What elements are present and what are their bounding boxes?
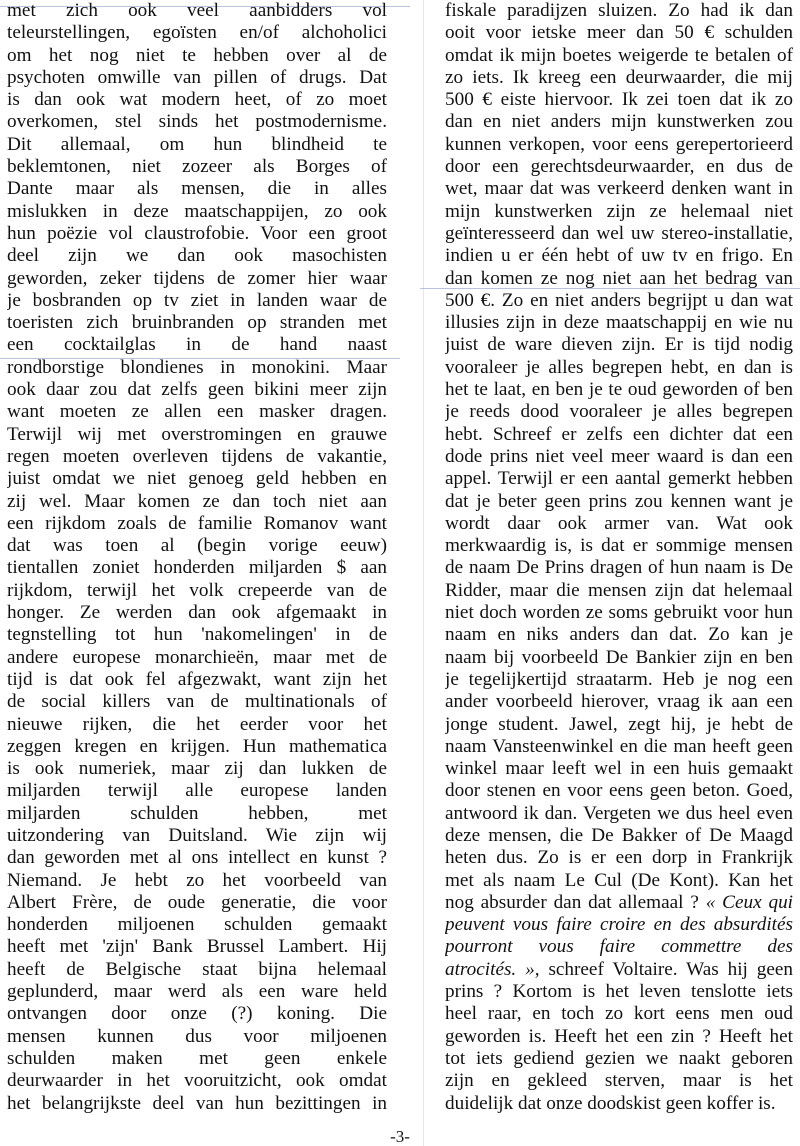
text-line: heel raar, en toch zo kort eens men oud <box>445 1003 793 1025</box>
text-line: regen moeten overleven tijdens de vakantie, <box>7 445 387 467</box>
text-line: geworden, zeker tijdens de zomer hier waar <box>7 267 387 289</box>
text-line <box>445 959 793 981</box>
voltaire-quote-line: pourront vous faire commettre des <box>445 936 793 958</box>
text-line: miljarden terwijl alle europese landen <box>7 780 387 802</box>
text-line: juist de ware dieven zijn. Er is tijd nodig <box>445 334 793 356</box>
text-line: niet doch worden ze soms gebruikt voor hun <box>445 602 793 624</box>
text-line: met zich ook veel aanbidders vol <box>7 0 387 21</box>
text-line: prins ? Kortom is het leven tenslotte iets <box>445 981 793 1003</box>
text-line: hun poëzie vol claustrofobie. Voor een groot <box>7 222 387 244</box>
voltaire-quote-part: atrocités. » <box>445 958 535 980</box>
text-line: tot iets gediend gezien we naakt geboren <box>445 1047 793 1069</box>
text-column-left <box>7 0 387 1115</box>
text-line: omdat ik mijn boetes weigerde te betalen of <box>445 44 793 66</box>
text-line: dat je beter geen prins zou kennen want je <box>445 490 793 512</box>
text-line: miljarden schulden hebben, met <box>7 802 387 824</box>
text-line: hebt. Schreef er zelfs een dichter dat een <box>445 423 793 445</box>
text-line: Ridder, maar die mensen zijn dat helemaal <box>445 579 793 601</box>
text-line: beklemtonen, niet zozeer als Borges of <box>7 156 387 178</box>
text-line: een cocktailglas in de hand naast <box>7 334 387 356</box>
text-line: indien u er één hebt of uw tv en frigo. En <box>445 245 793 267</box>
text-line: want moeten ze allen een masker dragen. <box>7 401 387 423</box>
text-line: dode prins niet veel meer waard is dan een <box>445 445 793 467</box>
text-line: antwoord ik dan. Vergeten we dus heel even <box>445 802 793 824</box>
text-line: ander voorbeeld hierover, vraag ik aan een <box>445 691 793 713</box>
text-line: rondborstige blondienes in monokini. Maar <box>7 356 387 378</box>
text-line: geworden is. Heeft het een zin ? Heeft het <box>445 1025 793 1047</box>
text-line: merkwaardig is, is dat er sommige mensen <box>445 535 793 557</box>
text-line: is dan ook wat modern heet, of zo moet <box>7 89 387 111</box>
text-line <box>445 892 793 914</box>
text-line: dan geworden met al ons intellect en kunst ? <box>7 847 387 869</box>
text-line: door stenen en voor eens geen beton. Goed, <box>445 780 793 802</box>
text-line: overkomen, stel sinds het postmodernisme. <box>7 111 387 133</box>
column-gutter-shadow <box>423 0 424 1146</box>
text-line: heeft met 'zijn' Bank Brussel Lambert. Hij <box>7 936 387 958</box>
text-line: je reeds dood vooraleer je alles begrepen <box>445 401 793 423</box>
page-number: -3- <box>390 1127 410 1146</box>
text-line: Terwijl wij met overstromingen en grauwe <box>7 423 387 445</box>
voltaire-quote-line: peuvent vous faire croire en des absurdités <box>445 914 793 936</box>
text-line: honderden miljoenen schulden gemaakt <box>7 914 387 936</box>
text-line: deel zijn we dan ook masochisten <box>7 245 387 267</box>
text-line: is ook numeriek, maar zij dan lukken de <box>7 758 387 780</box>
text-line: honger. Ze werden dan ook afgemaakt in <box>7 602 387 624</box>
text-line: mensen kunnen dus voor miljoenen <box>7 1025 387 1047</box>
text-line: zijn en gekleed sterven, maar is het <box>445 1070 793 1092</box>
text-line: door een gerechtsdeurwaarder, en dus de <box>445 156 793 178</box>
text-line: zij wel. Maar komen ze dan toch niet aan <box>7 490 387 512</box>
text-line: naam Vansteenwinkel en die man heeft geen <box>445 735 793 757</box>
text-line: de social killers van de multinationals of <box>7 691 387 713</box>
text-line: illusies zijn in deze maatschappij en wie nu <box>445 312 793 334</box>
text-line: naam en niks anders dan dat. Zo kan je <box>445 624 793 646</box>
voltaire-quote-part: « Ceux qui <box>705 891 793 913</box>
text-column-right <box>445 0 793 1115</box>
text-line: fiskale paradijzen sluizen. Zo had ik dan <box>445 0 793 21</box>
text-line: je tegelijkertijd straatarm. Heb je nog een <box>445 668 793 690</box>
text-line: 500 €. Zo en niet anders begrijpt u dan wat <box>445 289 793 311</box>
text-line: Dante maar als mensen, die in alles <box>7 178 387 200</box>
text-line: Niemand. Je hebt zo het voorbeeld van <box>7 869 387 891</box>
text-line: tegnstelling tot hun 'nakomelingen' in de <box>7 624 387 646</box>
text-line: dan en niet anders mijn kunstwerken zou <box>445 111 793 133</box>
text-line: wet, maar dat was verkeerd denken want in <box>445 178 793 200</box>
text-line: 500 € eiste hiervoor. Ik zei toen dat ik zo <box>445 89 793 111</box>
text-line: winkel maar leeft wel in een huis gemaakt <box>445 758 793 780</box>
text-line: met als naam Le Cul (De Kont). Kan het <box>445 869 793 891</box>
text-line: heten dus. Zo is er een dorp in Frankrijk <box>445 847 793 869</box>
text-line: zo iets. Ik kreeg een deurwaarder, die mij <box>445 66 793 88</box>
text-line: het te laat, en ben je te oud geworden of ben <box>445 379 793 401</box>
text-line: je bosbranden op tv ziet in landen waar de <box>7 289 387 311</box>
text-line: ook daar zou dat zelfs geen bikini meer zijn <box>7 379 387 401</box>
text-line: dat was toen al (begin vorige eeuw) <box>7 535 387 557</box>
text-line: rijkdom, terwijl het volk crepeerde van de <box>7 579 387 601</box>
text-line: heeft de Belgische staat bijna helemaal <box>7 958 387 980</box>
text-line: kunnen verkopen, voor eens gerepertorieerd <box>445 133 793 155</box>
text-line: deurwaarder in het vooruitzicht, ook omdat <box>7 1070 387 1092</box>
text-line: vooraleer je alles begrepen hebt, en dan is <box>445 356 793 378</box>
text-line: deze mensen, die De Bakker of De Maagd <box>445 824 793 846</box>
text-line: zeggen kregen en krijgen. Hun mathematica <box>7 735 387 757</box>
text-line: Dit allemaal, om hun blindheid te <box>7 133 387 155</box>
text-line: een rijkdom zoals de familie Romanov want <box>7 512 387 534</box>
text-line: de naam De Prins dragen of hun naam is De <box>445 557 793 579</box>
text-line: uitzondering van Duitsland. Wie zijn wij <box>7 824 387 846</box>
text-line: wordt daar ook armer van. Wat ook <box>445 512 793 534</box>
text-segment: nog absurder dan dat allemaal ? <box>445 891 699 913</box>
text-line: andere europese monarchieën, maar met de <box>7 646 387 668</box>
text-line: het belangrijkste deel van hun bezittingen in <box>7 1092 387 1114</box>
text-line: toeristen zich bruinbranden op stranden met <box>7 312 387 334</box>
text-line: tientallen zoniet honderden miljarden $ aan <box>7 557 387 579</box>
text-line: dan komen ze nog niet aan het bedrag van <box>445 267 793 289</box>
text-line: naam bij voorbeeld De Bankier zijn en ben <box>445 646 793 668</box>
text-line: mislukken in deze maatschappijen, zo ook <box>7 200 387 222</box>
text-line: appel. Terwijl er een aantal gemerkt hebben <box>445 468 793 490</box>
text-line: ooit voor ietske meer dan 50 € schulden <box>445 22 793 44</box>
text-line: geplunderd, maar werd als een ware held <box>7 981 387 1003</box>
text-line: jonge student. Jawel, zegt hij, je hebt de <box>445 713 793 735</box>
text-line: om het nog niet te hebben over al de <box>7 44 387 66</box>
text-line: nieuwe rijken, die het eerder voor het <box>7 713 387 735</box>
text-line: tijd is dat ook fel afgezwakt, want zijn het <box>7 668 387 690</box>
text-line: schulden maken met geen enkele <box>7 1047 387 1069</box>
text-line: juist omdat we niet genoeg geld hebben en <box>7 468 387 490</box>
text-line: geïnteresseerd dan wel uw stereo-installatie, <box>445 222 793 244</box>
text-line: psychoten omwille van pillen of drugs. Dat <box>7 66 387 88</box>
text-line: teleurstellingen, egoïsten en/of alchoholici <box>7 22 387 44</box>
text-line: Albert Frère, de oude generatie, die voor <box>7 891 387 913</box>
text-line: ontvangen door onze (?) koning. Die <box>7 1003 387 1025</box>
text-segment: , schreef Voltaire. Was hij geen <box>534 958 793 980</box>
text-line: duidelijk dat onze doodskist geen koffer is. <box>445 1092 776 1114</box>
text-line: mijn kunstwerken zijn ze helemaal niet <box>445 200 793 222</box>
